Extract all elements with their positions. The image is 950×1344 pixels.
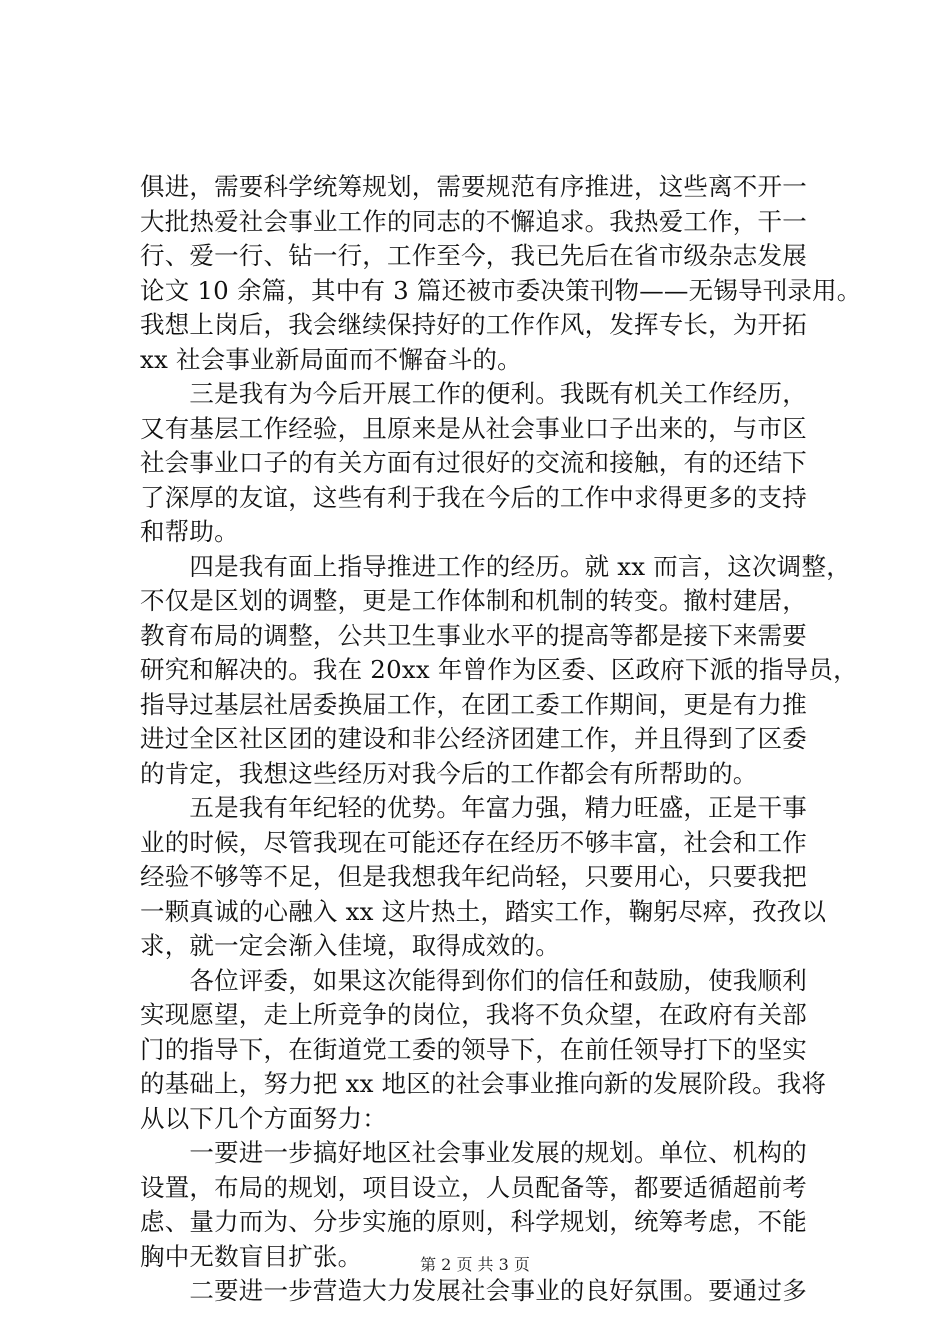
text-line: 了深厚的友谊，这些有利于我在今后的工作中求得更多的支持: [140, 482, 807, 512]
text-line: 研究和解决的。我在 20xx 年曾作为区委、区政府下派的指导员，: [140, 655, 858, 684]
text-line: 我想上岗后，我会继续保持好的工作作风，发挥专长，为开拓: [140, 310, 807, 339]
text-line: 的肯定，我想这些经历对我今后的工作都会有所帮助的。: [140, 758, 758, 788]
document-body: [140, 170, 862, 1309]
text-line: 从以下几个方面努力：: [140, 1103, 387, 1133]
text-line: 各位评委，如果这次能得到你们的信任和鼓励，使我顺利: [140, 965, 807, 995]
text-line: 行、爱一行、钻一行，工作至今，我已先后在省市级杂志发展: [140, 241, 807, 270]
page-number-footer: 第 2 页 共 3 页: [420, 1255, 530, 1274]
text-line: 胸中无数盲目扩张。: [140, 1241, 363, 1271]
text-line: 一要进一步搞好地区社会事业发展的规划。单位、机构的: [140, 1138, 807, 1167]
text-line: 虑、量力而为、分步实施的原则，科学规划，统筹考虑，不能: [140, 1207, 807, 1236]
text-line: 社会事业口子的有关方面有过很好的交流和接触，有的还结下: [140, 448, 807, 477]
text-line: 教育布局的调整，公共卫生事业水平的提高等都是接下来需要: [140, 620, 807, 650]
text-line: 五是我有年纪轻的优势。年富力强，精力旺盛，正是干事: [140, 793, 807, 822]
text-line: 求，就一定会渐入佳境，取得成效的。: [140, 931, 560, 960]
text-line: 又有基层工作经验，且原来是从社会事业口子出来的，与市区: [140, 413, 807, 443]
text-line: 的基础上，努力把 xx 地区的社会事业推向新的发展阶段。我将: [140, 1069, 827, 1098]
text-line: 三是我有为今后开展工作的便利。我既有机关工作经历，: [140, 379, 807, 408]
text-line: 不仅是区划的调整，更是工作体制和机制的转变。撤村建居，: [140, 586, 807, 615]
text-line: 进过全区社区团的建设和非公经济团建工作，并且得到了区委: [140, 724, 807, 753]
text-line: 四是我有面上指导推进工作的经历。就 xx 而言，这次调整，: [140, 551, 851, 581]
text-line: 一颗真诚的心融入 xx 这片热土，踏实工作，鞠躬尽瘁，孜孜以: [140, 896, 827, 926]
text-line: 俱进，需要科学统筹规划，需要规范有序推进，这些离不开一: [140, 172, 807, 201]
text-line: 门的指导下，在街道党工委的领导下，在前任领导打下的坚实: [140, 1034, 807, 1064]
text-line: 指导过基层社居委换届工作，在团工委工作期间，更是有力推: [140, 689, 807, 719]
text-line: 论文 10 余篇，其中有 3 篇还被市委决策刊物——无锡导刊录用。: [140, 275, 862, 305]
text-line: 和帮助。: [140, 517, 239, 546]
text-line: 二要进一步营造大力发展社会事业的良好氛围。要通过多: [140, 1276, 807, 1305]
text-line: 设置，布局的规划，项目设立，人员配备等，都要适循超前考: [140, 1172, 807, 1202]
text-line: xx 社会事业新局面而不懈奋斗的。: [140, 344, 522, 374]
text-line: 经验不够等不足，但是我想我年纪尚轻，只要用心，只要我把: [140, 862, 807, 891]
text-line: 实现愿望，走上所竞争的岗位，我将不负众望，在政府有关部: [140, 1000, 807, 1029]
text-line: 大批热爱社会事业工作的同志的不懈追求。我热爱工作，干一: [140, 206, 807, 236]
text-line: 业的时候，尽管我现在可能还存在经历不够丰富，社会和工作: [140, 827, 807, 857]
